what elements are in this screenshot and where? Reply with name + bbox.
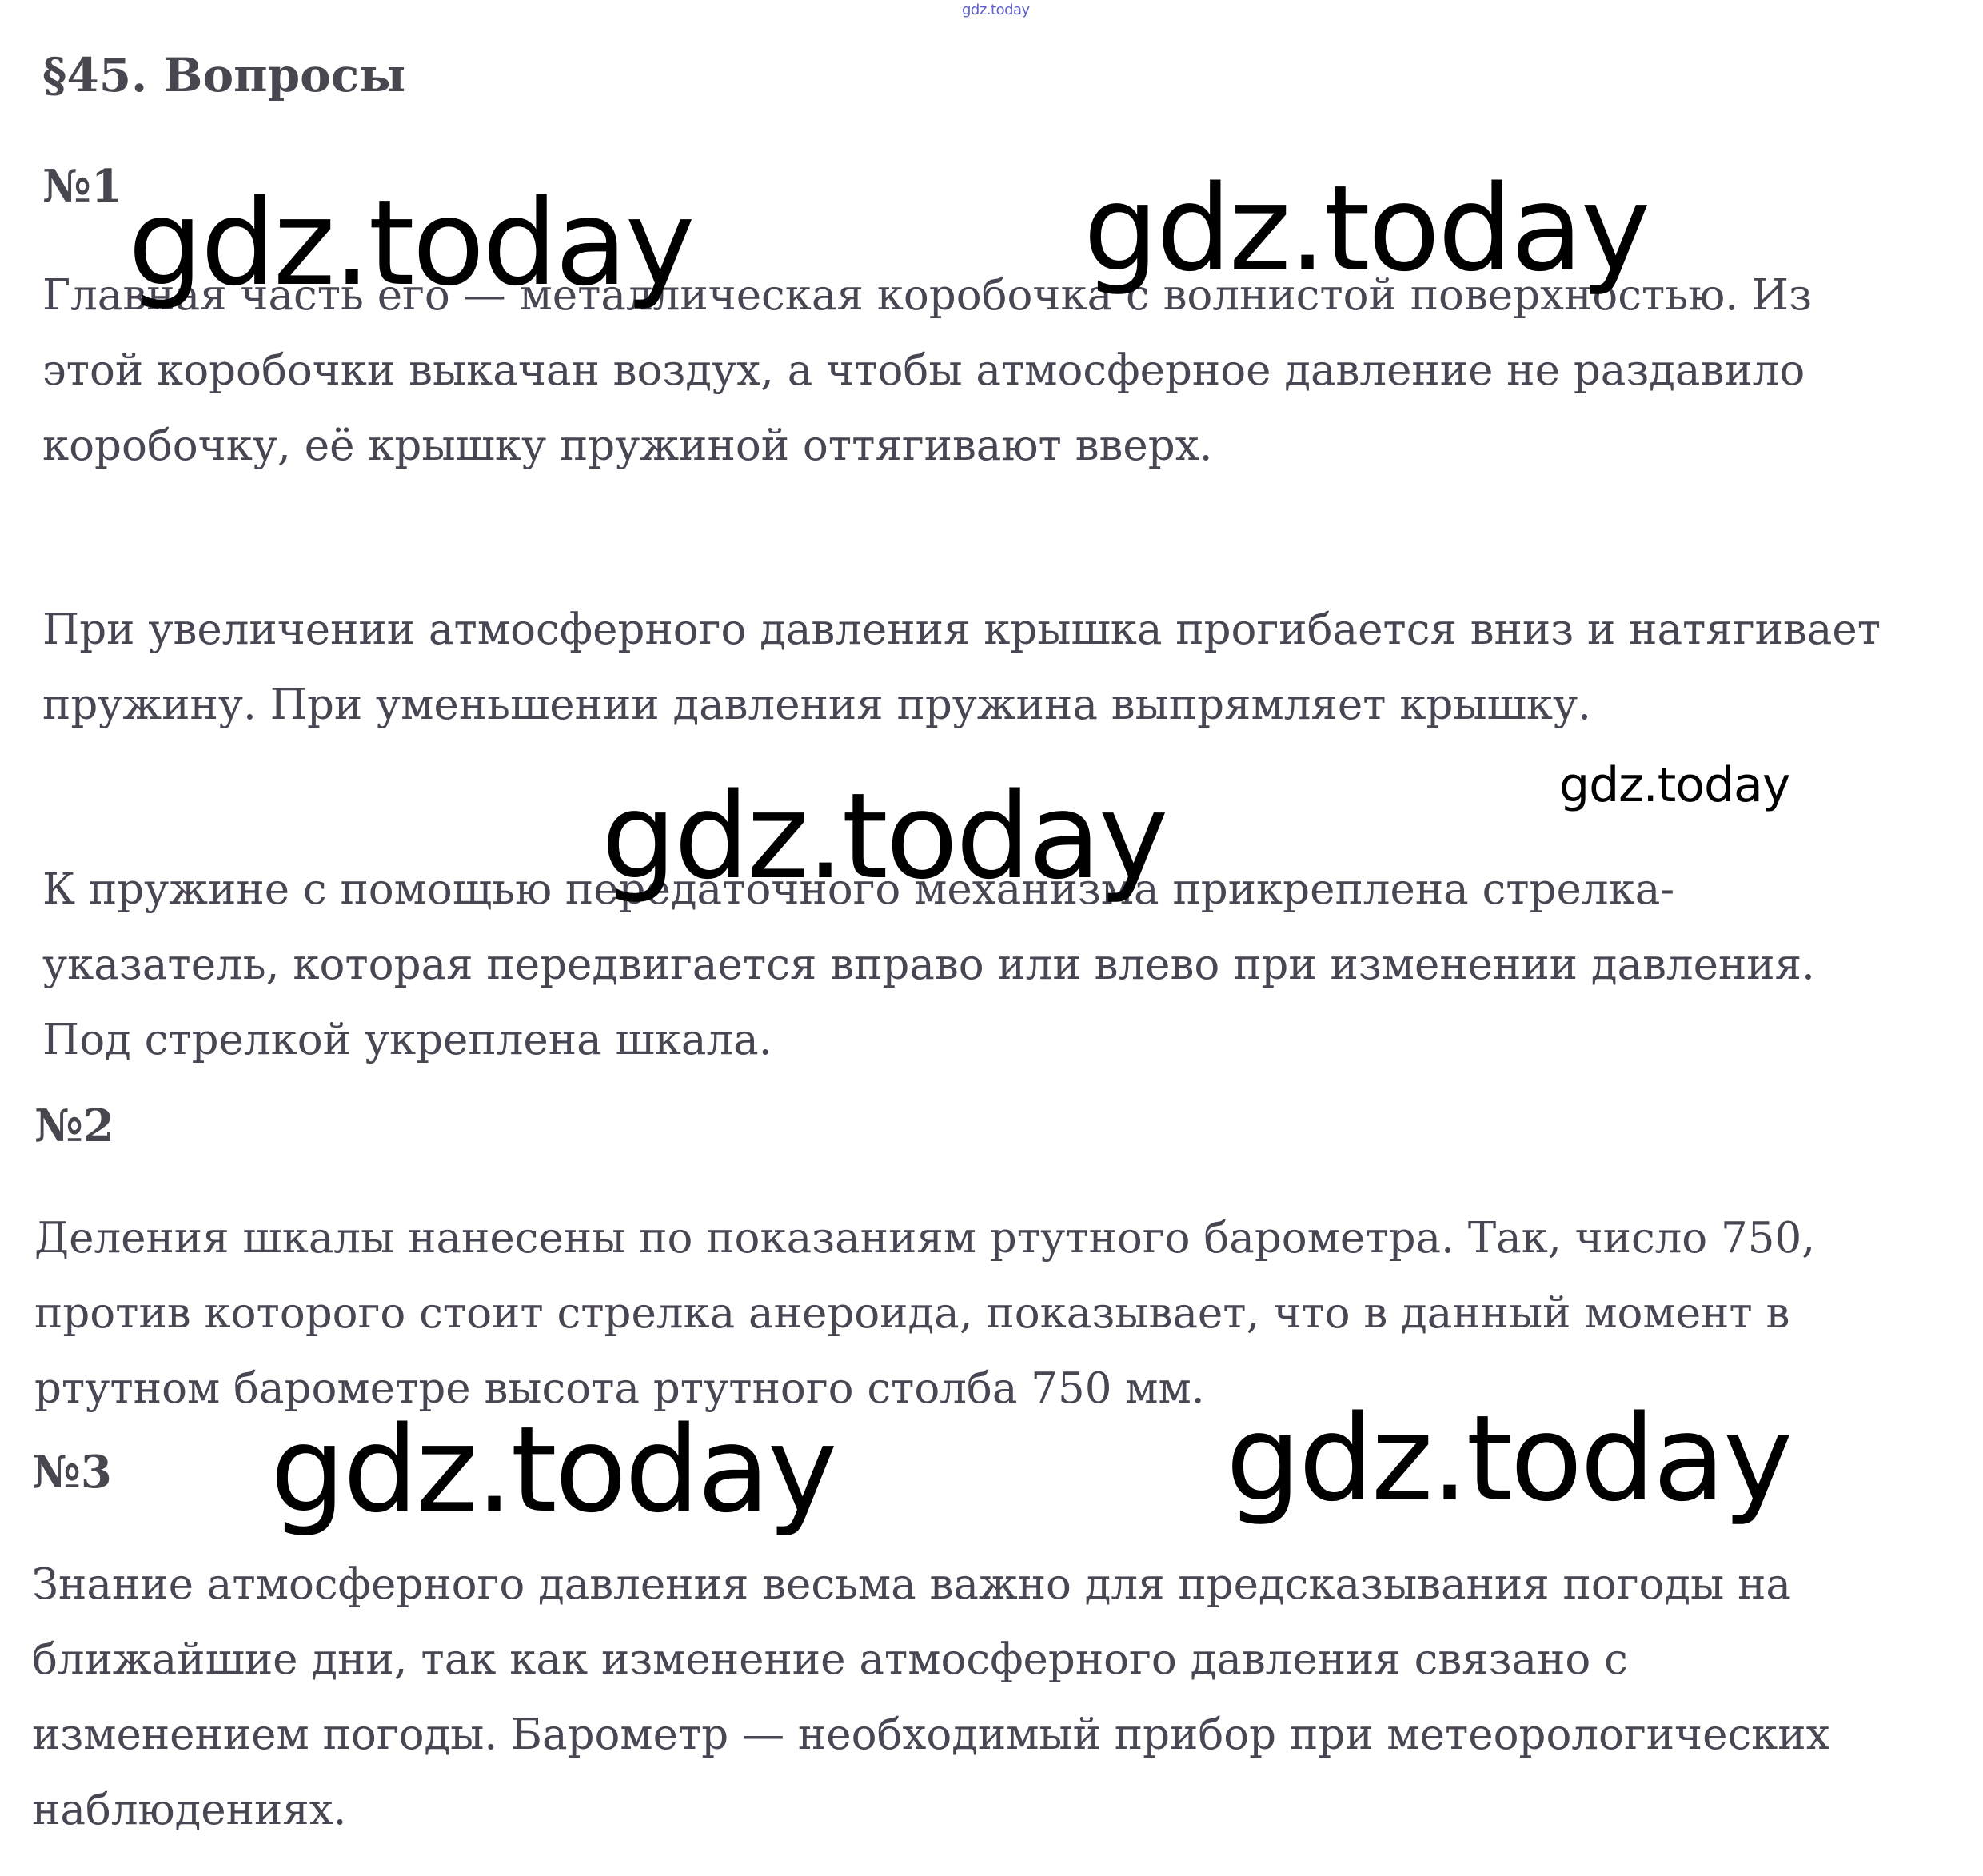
site-mark: gdz.today	[962, 2, 1030, 18]
page-title: §45. Вопросы	[42, 48, 406, 102]
question-1-paragraph-2: При увеличении атмосферного давления крышка прогибается вниз и натягивает пружину. При уменьшении давления пружина выпрямляет крышку.	[42, 605, 1881, 729]
question-number-3: №3	[32, 1446, 112, 1499]
question-1-paragraph-3: К пружине с помощью передаточного механизма прикреплена стрелка-указатель, которая передвигается вправо или влево при изменении давления. Под стрелкой укреплена шкала.	[42, 865, 1815, 1064]
question-1-paragraph-1: Главная часть его — металлическая коробочка с волнистой поверхностью. Из этой коробочки выкачан воздух, а чтобы атмосферное давление не раздавило коробочку, её крышку пружиной оттягивают вверх.	[42, 271, 1813, 470]
watermark: gdz.today	[1083, 160, 1649, 297]
watermark: gdz.today	[270, 1401, 836, 1539]
watermark: gdz.today	[128, 174, 693, 312]
question-3-paragraph-1: Знание атмосферного давления весьма важно для предсказывания погоды на ближайшие дни, так как изменение атмосферного давления связано с изменением погоды. Барометр — необходимый прибор при метеорологических наблюдениях.	[32, 1560, 1830, 1834]
question-number-2: №2	[34, 1100, 114, 1152]
watermark: gdz.today	[1559, 757, 1790, 813]
question-2-paragraph-1: Деления шкалы нанесены по показаниям ртутного барометра. Так, число 750, против которого стоит стрелка анероида, показывает, что в данный момент в ртутном барометре высота ртутного столба 750 мм.	[34, 1214, 1816, 1413]
watermark: gdz.today	[1226, 1390, 1791, 1527]
question-number-1: №1	[42, 160, 122, 213]
watermark: gdz.today	[601, 768, 1167, 905]
